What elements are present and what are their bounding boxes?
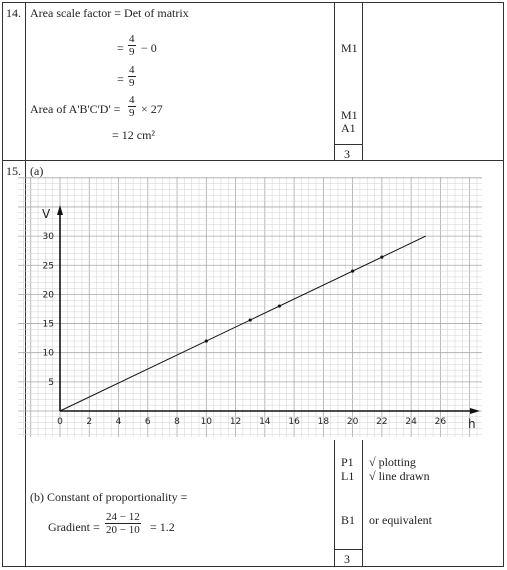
x-axis-arrow [470, 408, 480, 414]
fraction [128, 64, 136, 89]
fraction [105, 511, 141, 536]
graph [18, 177, 482, 437]
result: = 1.2 [150, 520, 175, 534]
total-marks: 3 [344, 147, 350, 161]
y-axis-label: V [42, 207, 51, 221]
fraction [128, 33, 136, 58]
total-marks: 3 [344, 552, 350, 566]
mark-code: A1 [341, 121, 356, 135]
question-number: 15. [6, 164, 21, 178]
x-tick-label: 18 [317, 417, 330, 427]
x-tick-label: 16 [288, 417, 300, 427]
mark-comment: or equivalent [369, 513, 432, 527]
total-box-divider [334, 144, 363, 145]
fraction [128, 94, 136, 119]
fraction-numerator: 24 − 12 [106, 511, 140, 523]
x-tick-label: 14 [259, 417, 271, 427]
fraction-denominator: 20 − 10 [106, 524, 140, 536]
x-tick-label: 10 [200, 417, 213, 427]
column-divider-marks [334, 440, 335, 567]
mark-code: P1 [341, 455, 354, 469]
y-tick-label: 5 [48, 377, 54, 388]
solution-line: Area scale factor = Det of matrix [30, 6, 189, 20]
table-border-bottom [2, 566, 504, 567]
equals-sign: = [117, 72, 124, 86]
fraction-numerator: 4 [129, 64, 135, 76]
table-border-right [503, 2, 504, 567]
mark-code: L1 [341, 469, 355, 483]
total-box-divider [334, 549, 363, 550]
area-label: Area of A'B'C'D' = [30, 102, 121, 116]
x-tick-label: 2 [86, 417, 93, 427]
x-tick-label: 26 [434, 417, 447, 427]
x-tick-label: 8 [174, 417, 180, 427]
data-point [205, 339, 208, 342]
column-divider-marks [334, 2, 335, 160]
fraction-denominator: 9 [129, 77, 135, 89]
question-number: 14. [6, 6, 21, 20]
graph-axes [42, 205, 480, 431]
gradient-label: Gradient = [48, 520, 100, 534]
table-border-top [2, 2, 504, 3]
mark-comment: √ line drawn [369, 469, 430, 483]
y-tick-label: 15 [42, 319, 54, 330]
fraction-denominator: 9 [129, 107, 135, 119]
x-tick-label: 22 [376, 417, 388, 427]
column-divider-comments [362, 2, 363, 160]
result: = 12 cm² [112, 128, 156, 142]
part-label: (a) [30, 164, 44, 178]
x-tick-label: 24 [405, 417, 417, 427]
data-point [351, 269, 354, 272]
row-divider [2, 160, 504, 161]
fraction-denominator: 9 [129, 46, 135, 58]
mark-code: M1 [341, 41, 358, 55]
fraction-numerator: 4 [129, 94, 135, 106]
table-border-left [2, 2, 3, 567]
data-point [249, 318, 252, 321]
y-tick-label: 10 [42, 348, 54, 359]
x-tick-label: 4 [115, 417, 122, 427]
equals-sign: = [117, 41, 124, 55]
y-tick-label: 30 [42, 232, 54, 243]
mark-comment: √ plotting [369, 455, 416, 469]
expression: − 0 [141, 41, 157, 55]
x-tick-label: 6 [144, 417, 151, 427]
data-point [380, 255, 383, 258]
part-label: (b) Constant of proportionality = [30, 490, 188, 504]
y-tick-label: 25 [42, 261, 54, 272]
expression: × 27 [141, 102, 163, 116]
mark-code: B1 [341, 513, 356, 527]
x-axis-label: h [468, 417, 476, 431]
mark-code: M1 [341, 108, 358, 122]
x-tick-label: 12 [229, 417, 242, 427]
x-tick-label: 0 [57, 417, 63, 427]
x-tick-label: 20 [346, 417, 359, 427]
y-axis-arrow [57, 205, 63, 215]
data-point [278, 304, 281, 307]
column-divider-comments [362, 440, 363, 567]
y-tick-label: 20 [42, 290, 54, 301]
fraction-numerator: 4 [129, 33, 135, 45]
